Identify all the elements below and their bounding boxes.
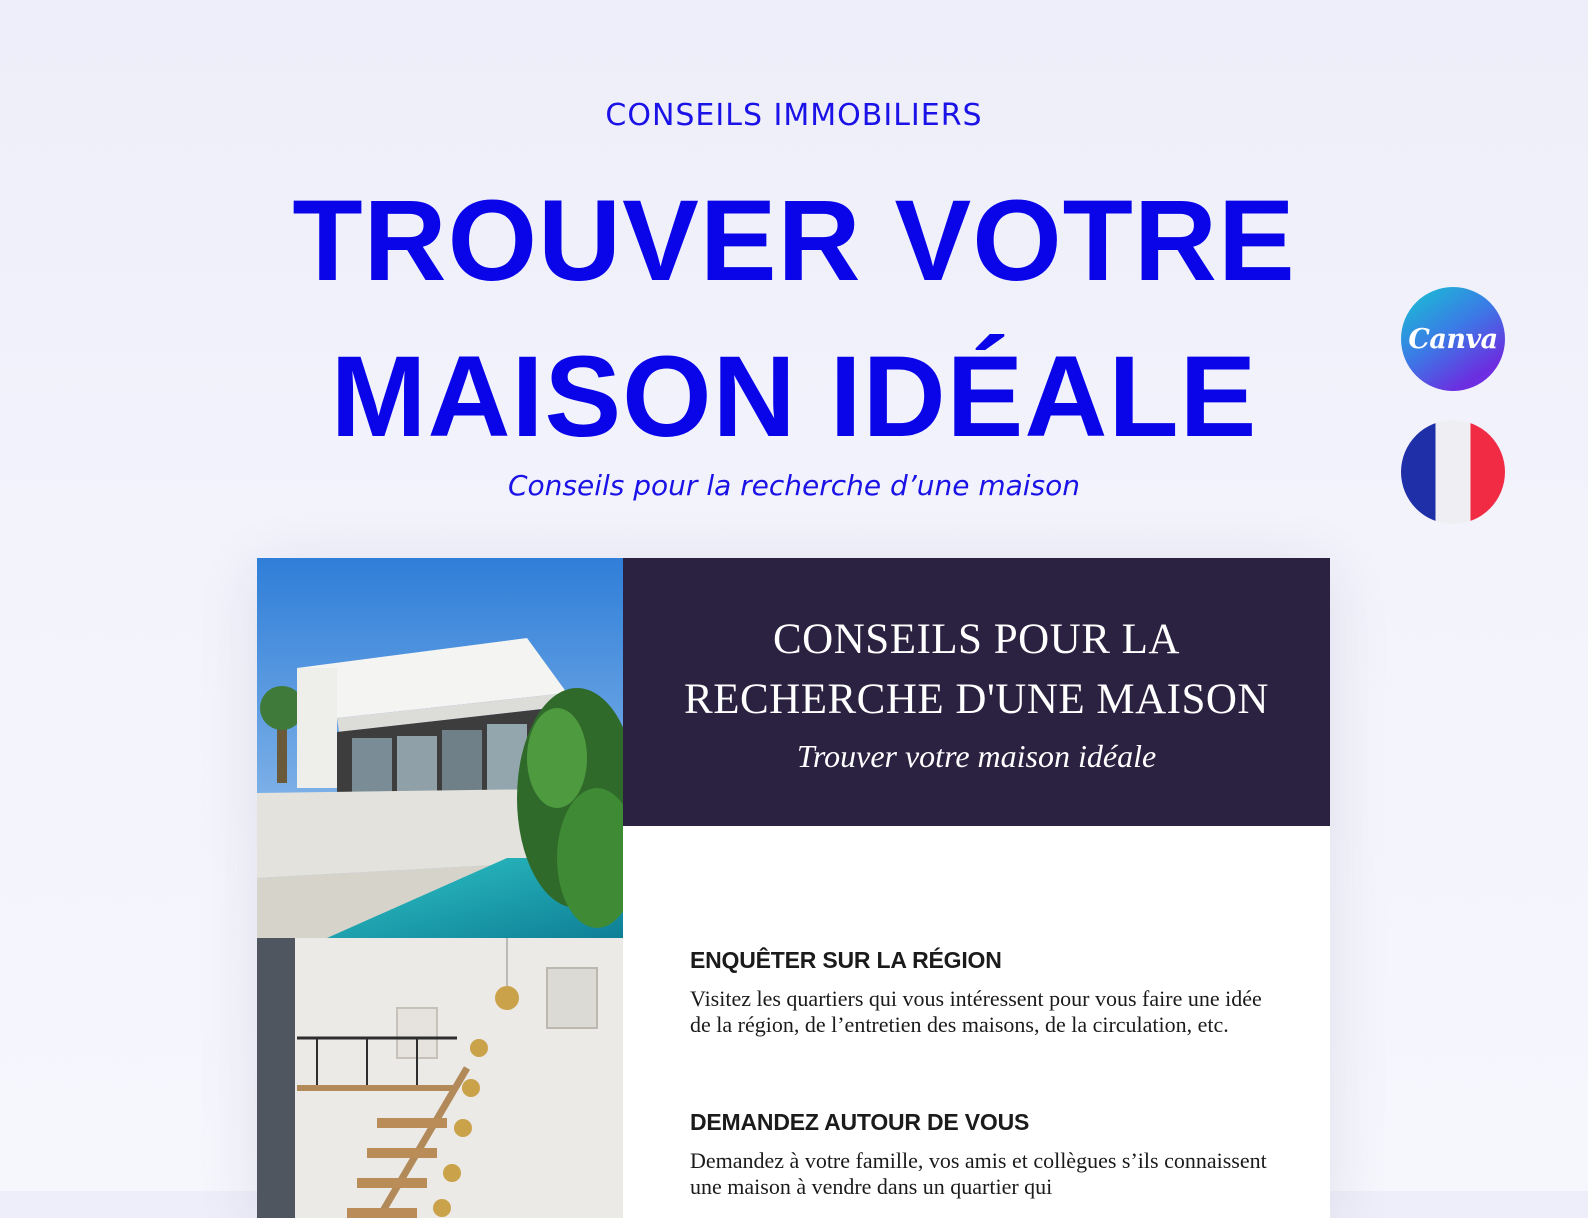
- kicker-label: CONSEILS IMMOBILIERS: [605, 98, 983, 133]
- tip-section: [690, 947, 1270, 1038]
- document-title: [623, 610, 1330, 730]
- canva-logo-label: Canva: [1408, 323, 1498, 355]
- headline-line-2: MAISON IDÉALE: [330, 333, 1258, 461]
- france-flag-icon: [1401, 420, 1505, 524]
- document-tagline: Trouver votre maison idéale: [796, 738, 1157, 774]
- canva-logo: [1401, 287, 1505, 391]
- page-subtitle: Conseils pour la recherche d’une maison: [507, 469, 1081, 502]
- document-title-line-1: CONSEILS POUR LA: [773, 616, 1180, 663]
- tip-body: Demandez à votre famille, vos amis et collègues s’ils connaissent une maison à vendre dans un quartier qui: [690, 1148, 1267, 1199]
- document-header: [623, 558, 1330, 826]
- tip-title: DEMANDEZ AUTOUR DE VOUS: [690, 1109, 1030, 1135]
- tip-title: ENQUÊTER SUR LA RÉGION: [690, 947, 1002, 973]
- tip-body: Visitez les quartiers qui vous intéressent pour vous faire une idée de la région, de l’entretien des maisons, de la circulation, etc.: [690, 986, 1262, 1037]
- document-title-line-2: RECHERCHE D'UNE MAISON: [684, 676, 1269, 723]
- tip-section: [690, 1109, 1270, 1200]
- house-pool-photo: [257, 558, 623, 938]
- document-preview: [257, 558, 1330, 1218]
- headline-line-1: TROUVER VOTRE: [292, 177, 1296, 305]
- interior-stairs-photo: [257, 938, 623, 1218]
